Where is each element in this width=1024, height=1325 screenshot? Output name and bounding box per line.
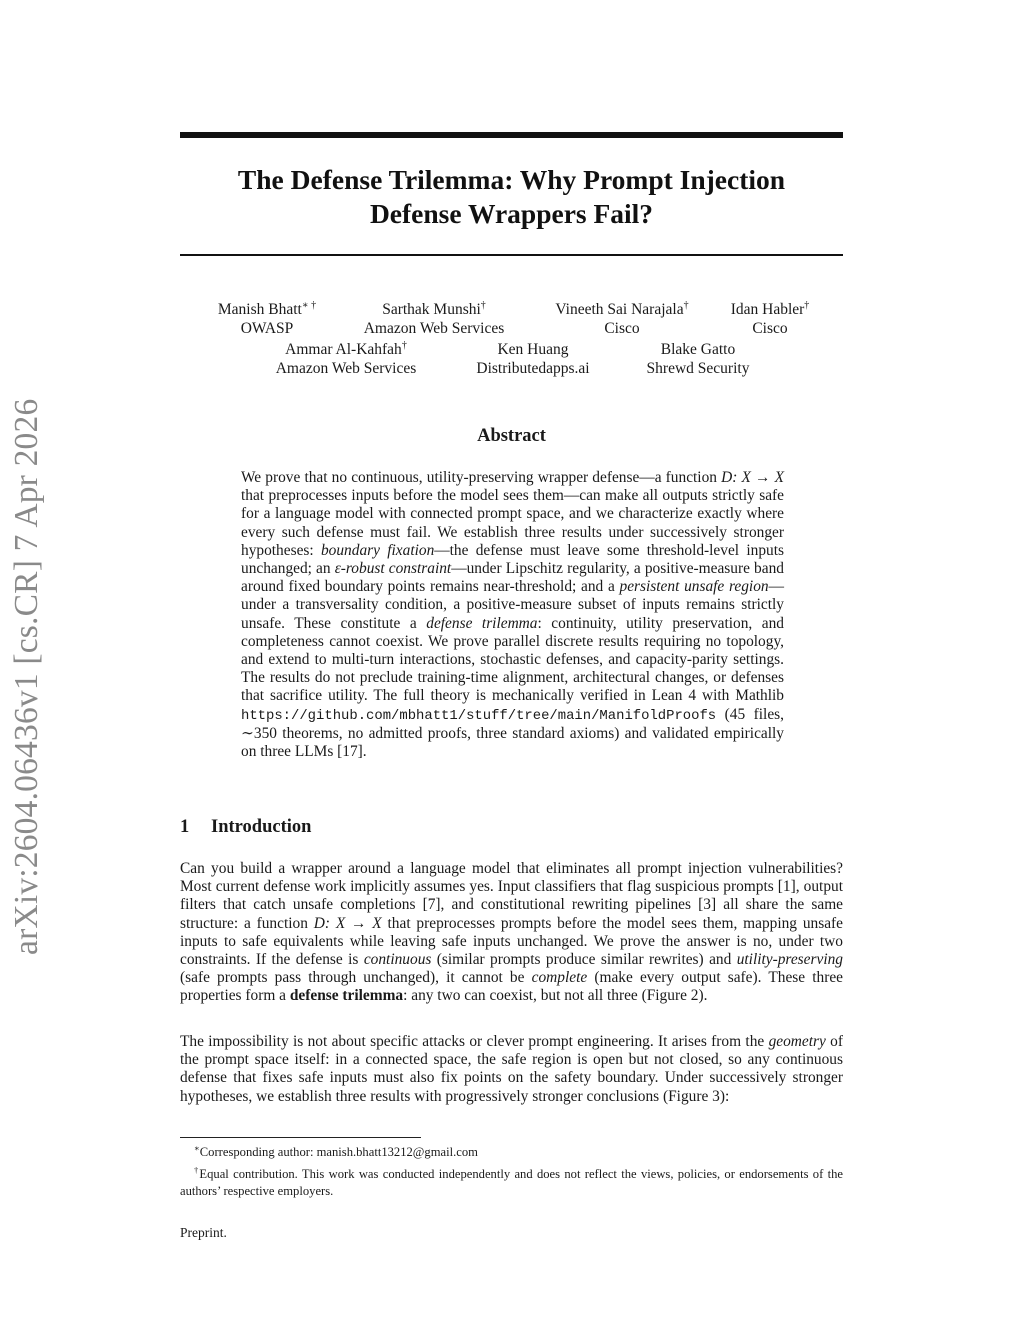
footnote-rule bbox=[180, 1137, 421, 1138]
author-name: Idan Habler bbox=[730, 301, 805, 318]
author-name: Sarthak Munshi bbox=[382, 301, 481, 318]
author-affiliation: Shrewd Security bbox=[646, 359, 750, 377]
abstract-body bbox=[241, 469, 784, 761]
author-affiliation: Amazon Web Services bbox=[275, 359, 417, 377]
term-defense-trilemma: defense trilemma bbox=[426, 614, 538, 632]
footnote-2 bbox=[180, 1162, 843, 1201]
term-complete: complete bbox=[531, 969, 588, 987]
abstract-text: that preprocesses inputs before the model sees them—can make all outputs strictly safe for a language model with connected prompt space, and we characterize exactly where every such defense must fail. We establish three results under successively stronger hypotheses: bbox=[241, 487, 784, 559]
author-name: Ammar Al-Kahfah bbox=[285, 341, 402, 358]
section-heading bbox=[180, 817, 311, 838]
title-line-2: Defense Wrappers Fail? bbox=[369, 198, 654, 229]
paper-title bbox=[180, 163, 843, 231]
footnote-1 bbox=[180, 1140, 843, 1162]
abstract-text: We prove that no continuous, utility-preserving wrapper defense—a function bbox=[241, 469, 717, 486]
intro-text: Can you build a wrapper around a language model that eliminates all prompt injection vulnerabilities? Most current defense work implicitly assumes yes. Input classifiers that flag suspicious prompts [1], output filters that catch unsafe completions [7], and constitutional rewriting pipelines [3] all share the same structure: a function bbox=[180, 860, 843, 932]
author-marks: † bbox=[401, 339, 407, 351]
author-marks: † bbox=[804, 299, 810, 311]
author-affiliation: Cisco bbox=[604, 319, 640, 337]
intro-text: : any two can coexist, but not all three (Figure 2). bbox=[403, 987, 708, 1005]
author-block bbox=[647, 341, 750, 378]
intro-text: of the prompt space itself: in a connected space, the safe region is open but not closed, so any continuous defense that fixes safe inputs must also fix points on the safety boundary. Under successively stronger hypotheses, we establish three results with progressively stronger conclusions (Figure 3): bbox=[180, 1033, 843, 1105]
preprint-label: Preprint. bbox=[180, 1225, 227, 1240]
footnote-mark: ∗ bbox=[194, 1143, 200, 1153]
title-top-rule bbox=[180, 132, 843, 138]
author-affiliation: Distributedapps.ai bbox=[476, 359, 590, 377]
title-line-1: The Defense Trilemma: Why Prompt Injection bbox=[237, 164, 786, 195]
author-marks: ∗ † bbox=[301, 299, 317, 311]
math-expression: D: X → X bbox=[721, 469, 784, 486]
repository-link[interactable]: https://github.com/mbhatt1/stuff/tree/main/ManifoldProofs bbox=[241, 707, 717, 724]
abstract-text: —under a transversality condition, a positive-measure subset of inputs remains strictly unsafe. These constitute a bbox=[241, 578, 784, 632]
author-block bbox=[476, 341, 589, 378]
author-name: Manish Bhatt bbox=[217, 301, 302, 318]
author-block bbox=[218, 301, 316, 338]
abstract-heading: Abstract bbox=[477, 426, 546, 446]
intro-text: (similar prompts produce similar rewrites) and bbox=[436, 951, 732, 969]
footnote-mark: † bbox=[194, 1164, 200, 1175]
footnote-text: Corresponding author: manish.bhatt13212@gmail.com bbox=[199, 1145, 478, 1160]
intro-paragraph-1 bbox=[180, 860, 843, 1006]
abstract-text: : continuity, utility preservation, and completeness cannot coexist. We prove parallel discrete results requiring no topology, and extend to multi-turn interactions, stochastic defenses, and capacity-parity settings. The results do not preclude training-time alignment, architectural changes, or defenses that sacrifice utility. The full theory is mechanically verified in Lean 4 with Mathlib bbox=[241, 614, 785, 705]
math-epsilon: ε bbox=[334, 560, 341, 578]
author-affiliation: OWASP bbox=[240, 319, 294, 337]
footnote-text: Equal contribution. This work was conducted independently and does not reflect the views, policies, or endorsements of the authors’ respective employers. bbox=[180, 1166, 843, 1199]
intro-text: (safe prompts pass through unchanged), it cannot be bbox=[180, 969, 525, 987]
term-continuous: continuous bbox=[363, 951, 432, 969]
author-marks: † bbox=[480, 299, 486, 311]
title-bottom-rule bbox=[180, 254, 843, 256]
author-affiliation: Amazon Web Services bbox=[363, 319, 505, 337]
author-marks: † bbox=[683, 299, 689, 311]
author-name: Ken Huang bbox=[497, 341, 569, 358]
author-block bbox=[364, 301, 505, 338]
author-name: Vineeth Sai Narajala bbox=[555, 301, 684, 318]
term-geometry: geometry bbox=[768, 1033, 826, 1050]
term-boundary-fixation: boundary fixation bbox=[320, 541, 435, 559]
term-defense-trilemma-bold: defense trilemma bbox=[289, 987, 404, 1005]
author-block bbox=[276, 341, 417, 378]
section-number: 1 bbox=[180, 817, 190, 837]
author-block bbox=[555, 301, 688, 338]
author-block bbox=[731, 301, 810, 338]
intro-text: (make every output safe). These three properties form a bbox=[180, 969, 843, 1005]
math-expression: D: X → X bbox=[313, 914, 382, 932]
intro-paragraph-2 bbox=[180, 1033, 843, 1106]
author-name: Blake Gatto bbox=[660, 341, 736, 358]
abstract-text: (45 files, ∼350 theorems, no admitted proofs, three standard axioms) and validated empirically on three LLMs [17]. bbox=[241, 705, 784, 761]
author-affiliation: Cisco bbox=[752, 319, 788, 337]
term-utility-preserving: utility-preserving bbox=[736, 951, 843, 969]
abstract-text: —under Lipschitz regularity, a positive-measure band around fixed boundary points remains near-threshold; and a bbox=[241, 560, 784, 596]
section-title: Introduction bbox=[211, 817, 312, 837]
term-robust-constraint: -robust constraint bbox=[340, 560, 452, 578]
intro-text: that preprocesses prompts before the model sees them, mapping unsafe inputs to safe equivalents while leaving safe inputs unchanged. We prove the answer is no, under two constraints. If the defense is bbox=[180, 914, 843, 969]
footnotes bbox=[180, 1140, 843, 1201]
term-persistent-unsafe-region: persistent unsafe region bbox=[619, 578, 769, 596]
arxiv-identifier: arXiv:2604.06436v1 [cs.CR] 7 Apr 2026 bbox=[8, 398, 45, 955]
intro-text: The impossibility is not about specific attacks or clever prompt engineering. It arises from the bbox=[180, 1033, 765, 1050]
abstract-text: —the defense must leave some threshold-level inputs unchanged; an bbox=[241, 541, 784, 578]
